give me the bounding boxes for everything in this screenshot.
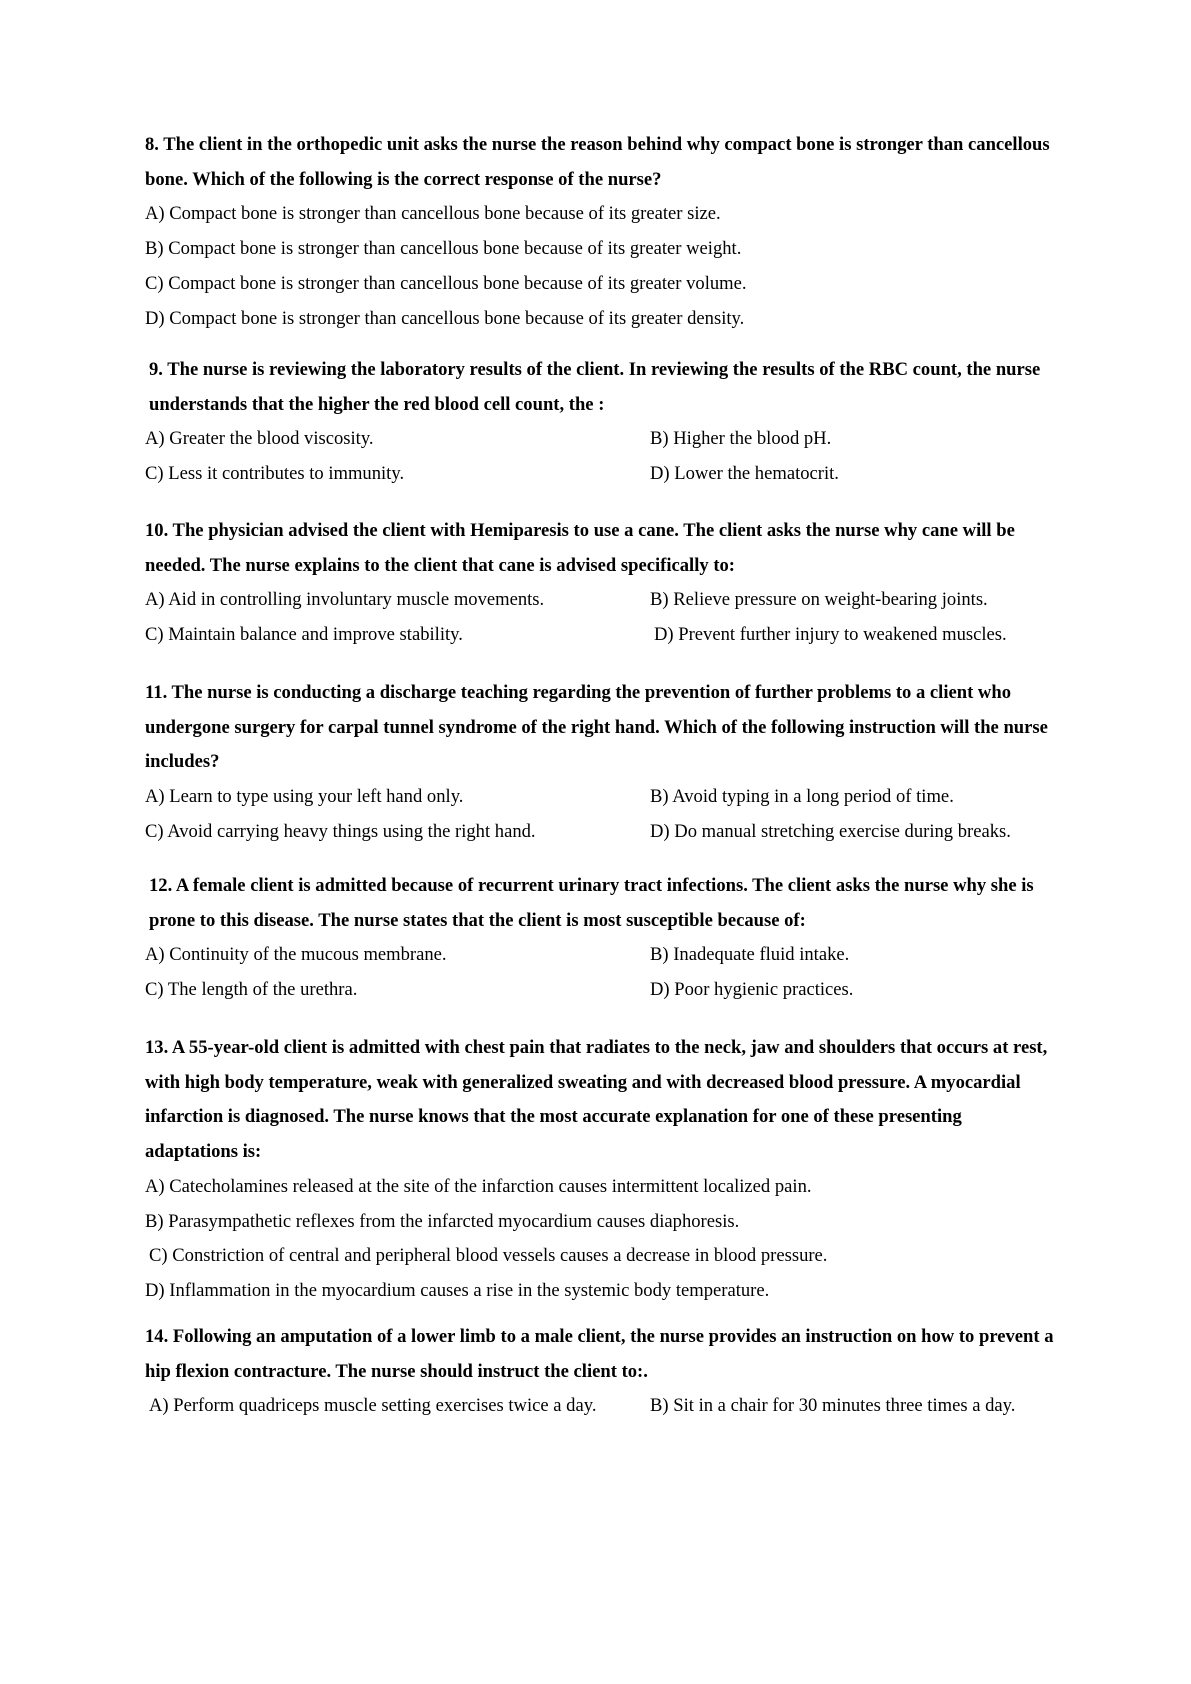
option-d: D) Compact bone is stronger than cancellous bone because of its greater density. xyxy=(145,307,745,329)
question-stem: 14. Following an amputation of a lower limb to a male client, the nurse provides an instruction on how to prevent a hip flexion contracture. The nurse should instruct the client to:. xyxy=(145,1326,1054,1382)
option-b: B) Inadequate fluid intake. xyxy=(650,944,850,966)
option-row xyxy=(145,583,1055,618)
option-list xyxy=(145,583,1055,652)
question-stem: 13. A 55-year-old client is admitted with chest pain that radiates to the neck, jaw and shoulders that occurs at rest, with high body temperature, weak with generalized sweating and with decreased blood pressure. A myocardial infarction is diagnosed. The nurse knows that the most accurate explanation for one of these presenting adaptations is: xyxy=(145,1037,1048,1163)
option-c: C) The length of the urethra. xyxy=(145,979,358,1001)
question-14 xyxy=(145,1320,1055,1424)
option-row xyxy=(145,815,1055,850)
question-12 xyxy=(145,869,1055,1008)
option-b: B) Higher the blood pH. xyxy=(650,428,832,450)
question-13 xyxy=(145,1031,1055,1309)
option-c: C) Less it contributes to immunity. xyxy=(145,463,405,485)
option-b: B) Avoid typing in a long period of time. xyxy=(650,786,954,808)
question-stem: 11. The nurse is conducting a discharge teaching regarding the prevention of further problems to a client who undergone surgery for carpal tunnel syndrome of the right hand. Which of the following instruction will the nurse includes? xyxy=(145,682,1048,773)
option-d: D) Prevent further injury to weakened muscles. xyxy=(654,624,1007,646)
option-list xyxy=(145,780,1055,849)
option-a: A) Perform quadriceps muscle setting exercises twice a day. xyxy=(149,1395,597,1417)
option-row xyxy=(145,938,1055,973)
question-10 xyxy=(145,514,1055,653)
option-c: C) Maintain balance and improve stability. xyxy=(145,624,463,646)
option-c: C) Compact bone is stronger than cancellous bone because of its greater volume. xyxy=(145,272,747,294)
option-c: C) Constriction of central and peripheral blood vessels causes a decrease in blood pressure. xyxy=(149,1245,828,1267)
option-row xyxy=(145,457,1055,492)
option-row xyxy=(145,422,1055,457)
option-b: B) Compact bone is stronger than cancellous bone because of its greater weight. xyxy=(145,238,742,260)
option-d: D) Inflammation in the myocardium causes a rise in the systemic body temperature. xyxy=(145,1279,770,1301)
option-list xyxy=(145,422,1055,491)
option-list xyxy=(145,197,1055,336)
option-a: A) Learn to type using your left hand only. xyxy=(145,786,464,808)
option-b: B) Relieve pressure on weight-bearing joints. xyxy=(650,589,988,611)
question-stem: 8. The client in the orthopedic unit asks the nurse the reason behind why compact bone is stronger than cancellous bone. Which of the following is the correct response of the nurse? xyxy=(145,134,1050,190)
option-a: A) Catecholamines released at the site of the infarction causes intermittent localized pain. xyxy=(145,1175,812,1197)
option-d: D) Do manual stretching exercise during breaks. xyxy=(650,820,1011,842)
question-stem: 10. The physician advised the client with Hemiparesis to use a cane. The client asks the nurse why cane will be needed. The nurse explains to the client that cane is advised specifically to: xyxy=(145,520,1015,576)
option-a: A) Compact bone is stronger than cancellous bone because of its greater size. xyxy=(145,203,721,225)
option-d: D) Poor hygienic practices. xyxy=(650,979,854,1001)
option-b: B) Parasympathetic reflexes from the infarcted myocardium causes diaphoresis. xyxy=(145,1210,740,1232)
option-a: A) Continuity of the mucous membrane. xyxy=(145,944,447,966)
option-d: D) Lower the hematocrit. xyxy=(650,463,839,485)
option-a: A) Greater the blood viscosity. xyxy=(145,428,374,450)
question-stem: 12. A female client is admitted because of recurrent urinary tract infections. The client asks the nurse why she is prone to this disease. The nurse states that the client is most susceptible because of: xyxy=(149,875,1034,931)
option-row xyxy=(145,973,1055,1008)
question-11 xyxy=(145,676,1055,850)
option-c: C) Avoid carrying heavy things using the right hand. xyxy=(145,820,536,842)
question-8 xyxy=(145,128,1055,336)
option-row xyxy=(145,618,1055,653)
option-list xyxy=(145,1389,1055,1424)
option-row xyxy=(145,1389,1055,1424)
option-list xyxy=(145,1170,1055,1309)
option-b: B) Sit in a chair for 30 minutes three times a day. xyxy=(650,1395,1016,1417)
question-9 xyxy=(145,353,1055,492)
option-a: A) Aid in controlling involuntary muscle movements. xyxy=(145,589,545,611)
question-stem: 9. The nurse is reviewing the laboratory results of the client. In reviewing the results of the RBC count, the nurse understands that the higher the red blood cell count, the : xyxy=(149,359,1041,415)
option-list xyxy=(145,938,1055,1007)
option-row xyxy=(145,780,1055,815)
